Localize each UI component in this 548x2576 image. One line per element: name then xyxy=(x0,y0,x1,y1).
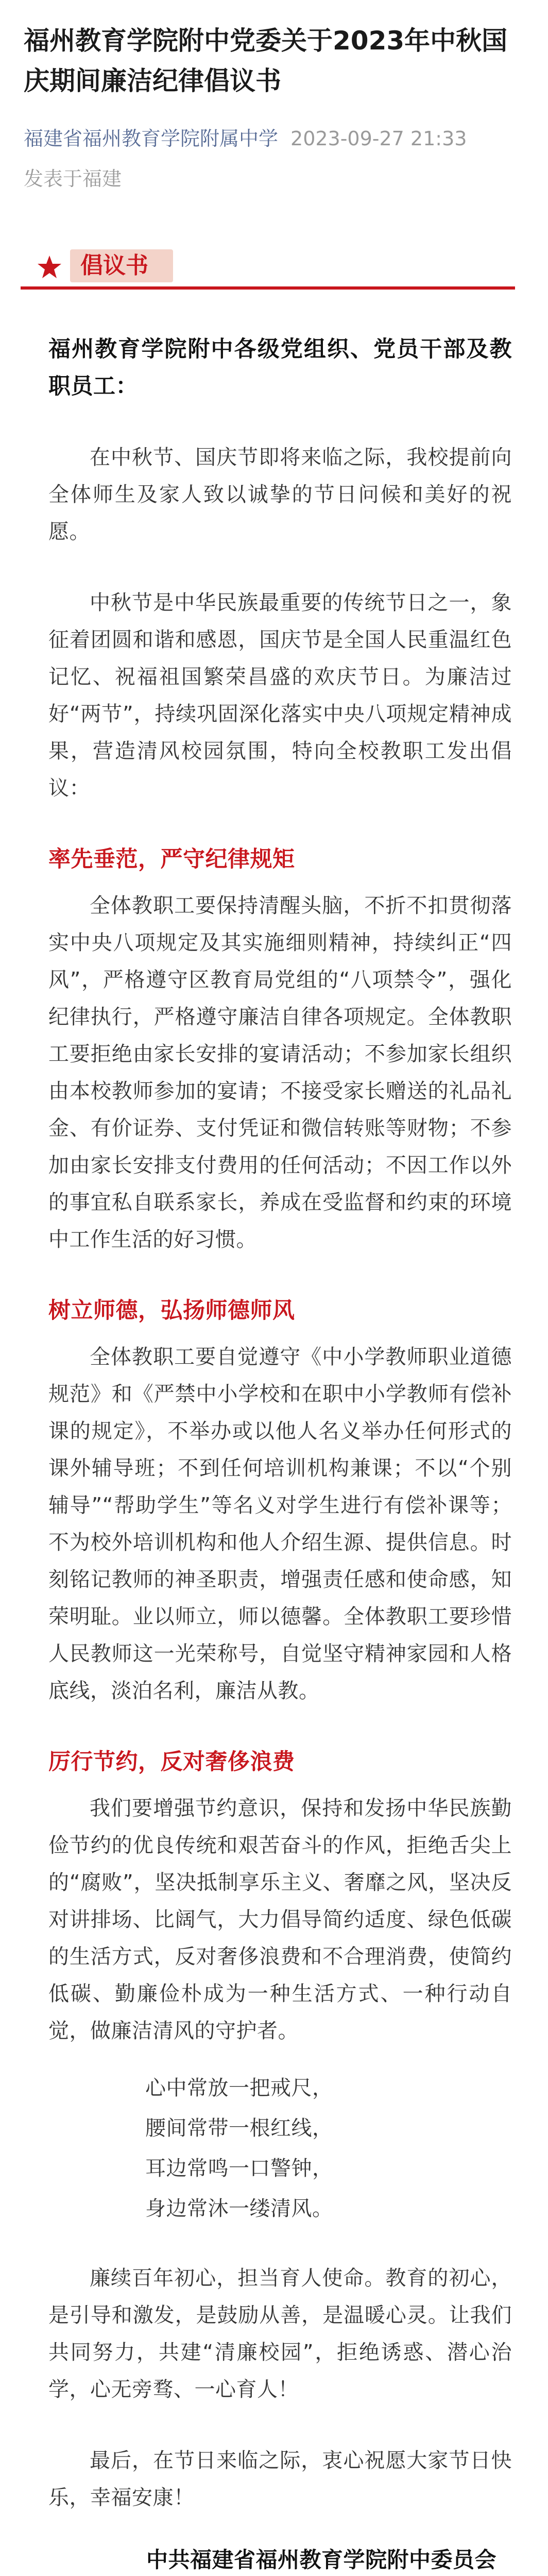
banner-label: 倡议书 xyxy=(80,252,148,279)
paragraph-intro: 在中秋节、国庆节即将来临之际，我校提前向全体师生及家人致以诚挚的节日问候和美好的祝愿。 xyxy=(48,446,512,544)
publish-datetime: 2023-09-27 21:33 xyxy=(290,127,467,150)
publish-location: 发表于福建 xyxy=(24,167,122,190)
section-body-discipline: 全体教职工要保持清醒头脑，不折不扣贯彻落实中央八项规定及其实施细则精神，持续纠正“四风”，严格遵守区教育局党组的“八项禁令”，强化纪律执行，严格遵守廉洁自律各项规定。全体教职工要拒绝由家长安排的宴请活动；不参加家长组织由本校教师参加的宴请；不接受家长赠送的礼品礼金、有价证券、支付凭证和微信转账等财物；不参加由家长安排支付费用的任何活动；不因工作以外的事宜私自联系家长，养成在受监督和约束的环境中工作生活的好习惯。 xyxy=(48,894,512,1251)
star-icon xyxy=(37,255,62,279)
paragraph-wishes: 最后，在节日来临之际，衷心祝愿大家节日快乐，幸福安康！ xyxy=(48,2449,512,2510)
banner xyxy=(21,245,515,295)
signature-org: 中共福建省福州教育学院附中委员会 xyxy=(146,2547,496,2572)
article-title: 福州教育学院附中党委关于2023年中秋国庆期间廉洁纪律倡议书 xyxy=(24,26,508,96)
section-heading-thrift: 厉行节约，反对奢侈浪费 xyxy=(48,1749,295,1775)
section-body-thrift: 我们要增强节约意识，保持和发扬中华民族勤俭节约的优良传统和艰苦奋斗的作风，拒绝舌尖上的“腐败”，坚决抵制享乐主义、奢靡之风，坚决反对讲排场、比阔气，大力倡导简约适度、绿色低碳的生活方式，反对奢侈浪费和不合理消费，使简约低碳、勤廉俭朴成为一种生活方式、一种行动自觉，做廉洁清风的守护者。 xyxy=(48,1797,512,2043)
section-heading-ethics: 树立师德，弘扬师德师风 xyxy=(48,1298,295,1324)
account-name-link[interactable]: 福建省福州教育学院附属中学 xyxy=(24,127,279,150)
section-body-ethics: 全体教职工要自觉遵守《中小学教师职业道德规范》和《严禁中小学校和在职中小学教师有偿补课的规定》，不举办或以他人名义举办任何形式的课外辅导班；不到任何培训机构兼课；不以“个别辅导”“帮助学生”等名义对学生进行有偿补课等；不为校外培训机构和他人介绍生源、提供信息。时刻铭记教师的神圣职责，增强责任感和使命感，知荣明耻。业以师立，师以德馨。全体教职工要珍惜人民教师这一光荣称号，自觉坚守精神家园和人格底线，淡泊名利，廉洁从教。 xyxy=(48,1345,512,1703)
poem-block xyxy=(48,2068,512,2229)
poem-line: 身边常沐一缕清风。 xyxy=(145,2197,333,2221)
poem-line: 心中常放一把戒尺， xyxy=(145,2076,333,2100)
paragraph-closing: 廉续百年初心，担当育人使命。教育的初心，是引导和激发，是鼓励从善，是温暖心灵。让我们共同努力，共建“清廉校园”，拒绝诱惑、潜心治学，心无旁骛、一心育人！ xyxy=(48,2266,512,2401)
article-meta xyxy=(24,125,523,152)
section-heading-discipline: 率先垂范，严守纪律规矩 xyxy=(48,846,295,872)
poem-line: 耳边常鸣一口警钟， xyxy=(145,2157,333,2180)
letter-greeting: 福州教育学院附中各级党组织、党员干部及教职员工： xyxy=(48,336,512,399)
paragraph-background: 中秋节是中华民族最重要的传统节日之一，象征着团圆和谐和感恩，国庆节是全国人民重温红色记忆、祝福祖国繁荣昌盛的欢庆节日。为廉洁过好“两节”，持续巩固深化落实中央八项规定精神成果，营造清风校园氛围，特向全校教职工发出倡议： xyxy=(48,591,512,800)
signature-block xyxy=(48,2542,512,2576)
article-body xyxy=(48,331,512,2576)
banner-divider xyxy=(21,286,515,290)
poem-line: 腰间常带一根红线， xyxy=(145,2116,333,2140)
